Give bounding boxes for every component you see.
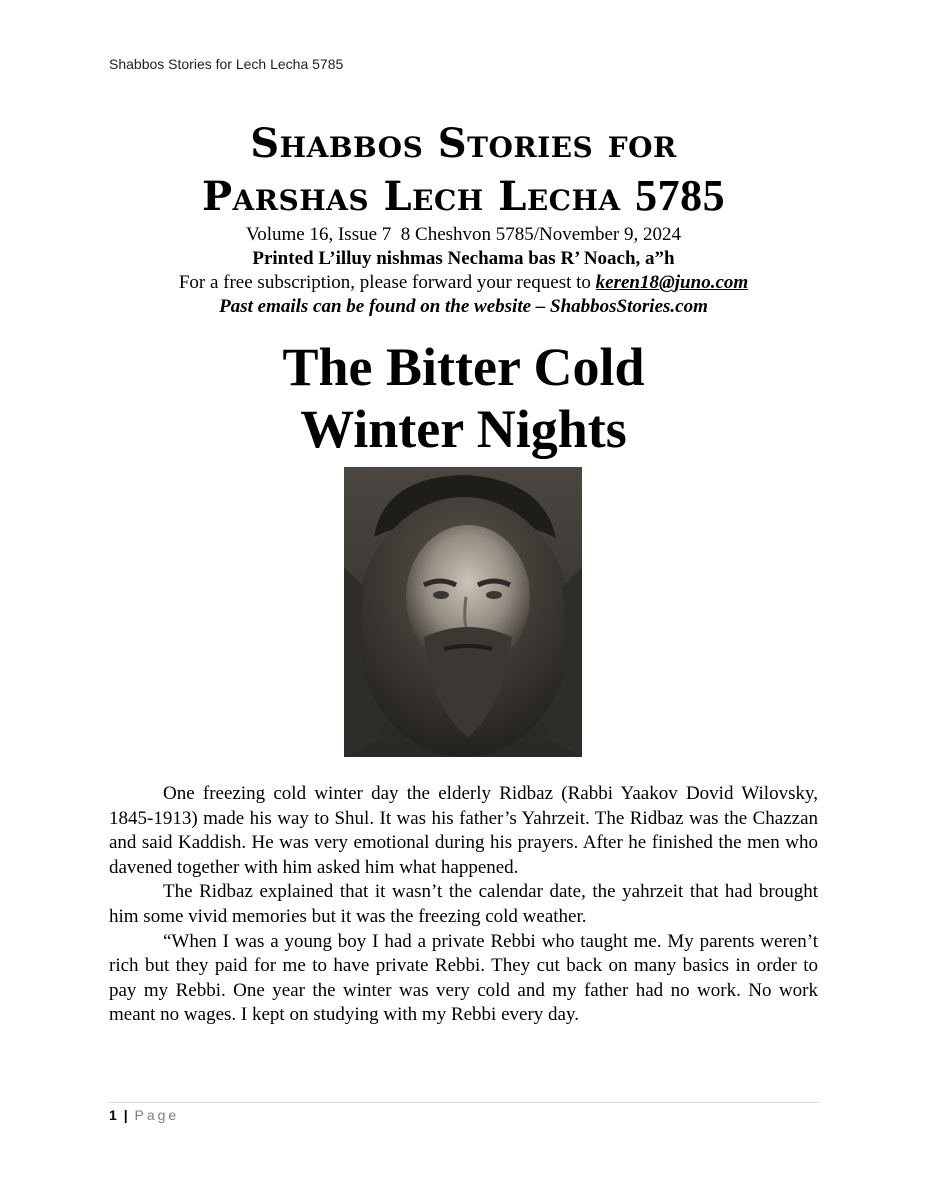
page-footer xyxy=(109,1107,179,1123)
story-body xyxy=(109,782,818,1028)
masthead-year: 5785 xyxy=(635,171,726,220)
subscription-line xyxy=(0,271,927,295)
page-number: 1 xyxy=(109,1107,117,1123)
masthead-parsha-name: Parshas Lech Lecha xyxy=(201,173,621,220)
subscription-email-link[interactable]: keren18@juno.com xyxy=(595,272,749,293)
story-paragraph-3: “When I was a young boy I had a private Rebbi who taught me. My parents weren’t rich but they paid for me to have private Rebbi. They cut back on many basics in order to pay my Rebbi. One year the winter was very cold and my father had no work. No work meant no wages. I kept on studying with my Rebbi every day. xyxy=(109,930,818,1026)
archive-line: Past emails can be found on the website – ShabbosStories.com xyxy=(219,296,708,317)
portrait-photo xyxy=(344,467,582,757)
story-paragraph-2: The Ridbaz explained that it wasn’t the calendar date, the yahrzeit that had brought him some vivid memories but it was the freezing cold weather. xyxy=(109,881,818,927)
masthead-title-line-1: Shabbos Stories for xyxy=(250,120,677,167)
story-title-line-1: The Bitter Cold xyxy=(282,337,645,397)
story-paragraph-1: One freezing cold winter day the elderly Ridbaz (Rabbi Yaakov Dovid Wilovsky, 1845-1913) made his way to Shul. It was his father’s Yahrzeit. The Ridbaz was the Chazzan and said Kaddish. He was very emotional during his prayers. After he finished the men who davened together with him asked him what happened. xyxy=(109,783,818,878)
volume-issue-line: Volume 16, Issue 7 8 Cheshvon 5785/November 9, 2024 xyxy=(245,224,682,245)
footer-separator: | xyxy=(123,1107,128,1123)
page-label: Page xyxy=(134,1107,180,1123)
dedication-line: Printed L’illuy nishmas Nechama bas R’ Noach, a”h xyxy=(252,248,675,269)
subscription-text: For a free subscription, please forward your request to xyxy=(178,272,591,293)
masthead-title-line-2 xyxy=(0,170,927,223)
running-header: Shabbos Stories for Lech Lecha 5785 xyxy=(109,56,344,72)
story-title xyxy=(0,336,927,460)
footer-divider xyxy=(109,1102,820,1103)
masthead xyxy=(0,118,927,319)
story-title-line-2: Winter Nights xyxy=(300,399,627,459)
